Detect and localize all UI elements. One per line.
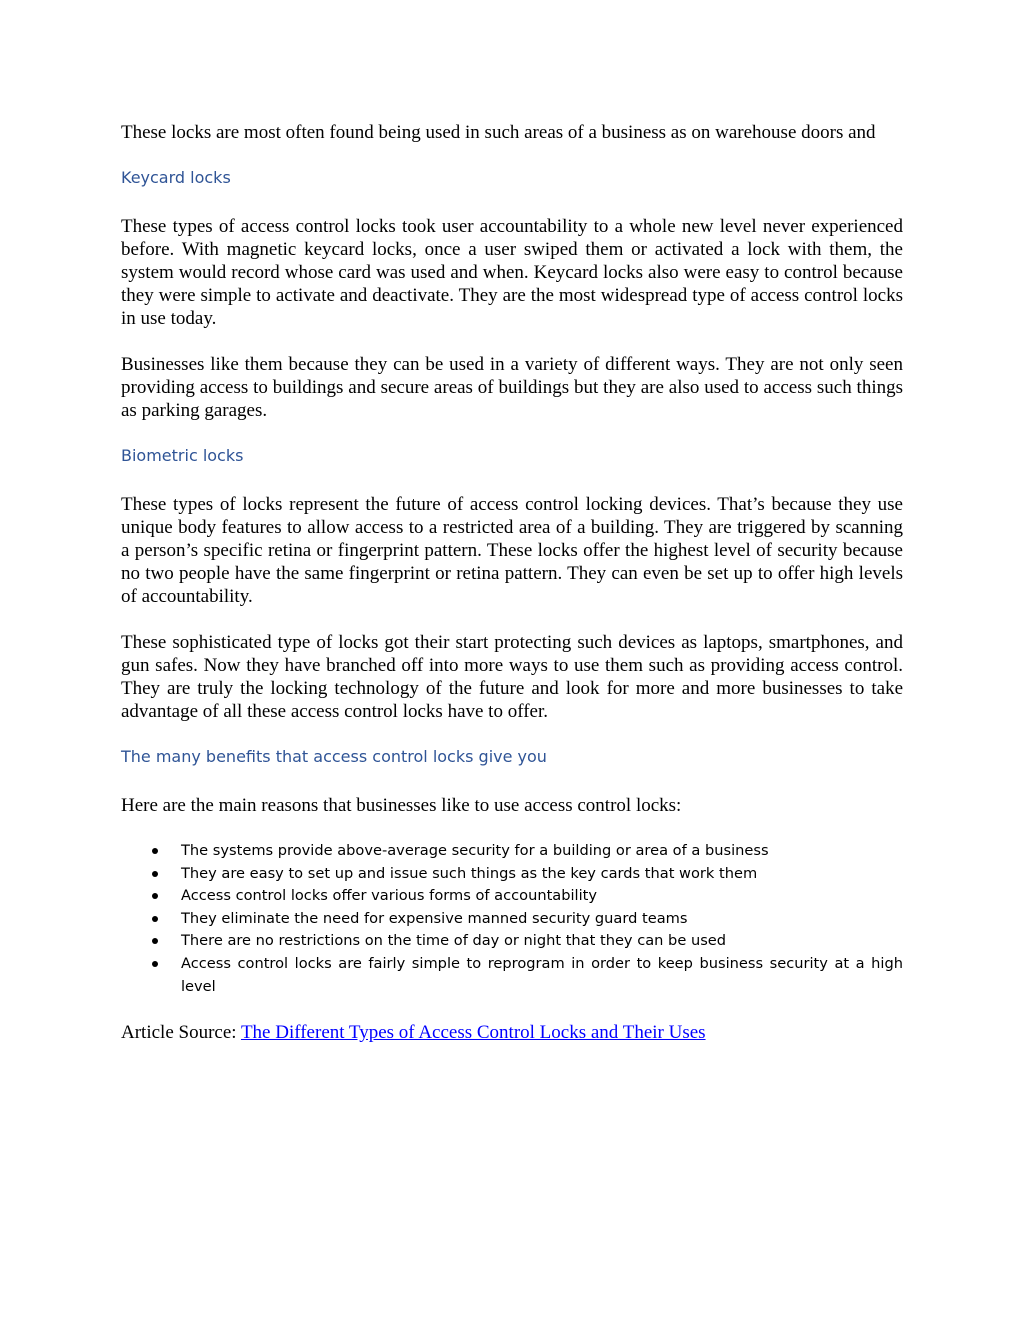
- bullet-icon: [152, 916, 158, 922]
- bullet-icon: [152, 871, 158, 877]
- list-item-text: They are easy to set up and issue such things as the key cards that work them: [181, 864, 758, 882]
- benefits-list: [121, 840, 903, 998]
- list-item: [121, 930, 903, 953]
- document-page: [121, 119, 903, 1044]
- keycard-paragraph-1: These types of access control locks took user accountability to a whole new level never experienced before. With magnetic keycard locks, once a user swiped them or activated a lock with them, the system would record whose card was used and when. Keycard locks also were easy to control because they were simple to activate and deactivate. They are the most widespread type of access control locks in use today.: [121, 216, 903, 329]
- benefits-intro-paragraph: Here are the main reasons that businesses like to use access control locks:: [121, 795, 682, 816]
- list-item: [121, 885, 903, 908]
- list-item-text: Access control locks are fairly simple to reprogram in order to keep business security at a high level: [181, 954, 903, 995]
- list-item: [121, 863, 903, 886]
- bullet-icon: [152, 938, 158, 944]
- benefits-heading: The many benefits that access control locks give you: [121, 747, 547, 766]
- bullet-icon: [152, 893, 158, 899]
- list-item-text: Access control locks offer various forms of accountability: [181, 887, 598, 905]
- intro-paragraph: These locks are most often found being used in such areas of a business as on warehouse doors and: [121, 122, 876, 143]
- biometric-paragraph-2: These sophisticated type of locks got their start protecting such devices as laptops, smartphones, and gun safes. Now they have branched off into more ways to use them such as providing access control. They are truly the locking technology of the future and look for more and more businesses to take advantage of all these access control locks have to offer.: [121, 632, 903, 722]
- biometric-locks-heading: Biometric locks: [121, 446, 244, 465]
- article-source-label: Article Source:: [121, 1022, 241, 1044]
- biometric-paragraph-1: These types of locks represent the future of access control locking devices. That’s because they use unique body features to allow access to a restricted area of a building. They are triggered by scanning a person’s specific retina or fingerprint pattern. These locks offer the highest level of security because no two people have the same fingerprint or retina pattern. They can even be set up to offer high levels of accountability.: [121, 494, 903, 607]
- bullet-icon: [152, 848, 158, 854]
- article-source: [121, 1021, 903, 1044]
- list-item-text: There are no restrictions on the time of day or night that they can be used: [181, 932, 727, 950]
- list-item-text: They eliminate the need for expensive manned security guard teams: [181, 909, 688, 927]
- list-item: [121, 953, 903, 998]
- list-item: [121, 840, 903, 863]
- list-item: [121, 908, 903, 931]
- bullet-icon: [152, 961, 158, 967]
- keycard-paragraph-2: Businesses like them because they can be used in a variety of different ways. They are not only seen providing access to buildings and secure areas of buildings but they are also used to access such things as parking garages.: [121, 354, 903, 421]
- list-item-text: The systems provide above-average security for a building or area of a business: [181, 842, 769, 859]
- keycard-locks-heading: Keycard locks: [121, 168, 231, 187]
- article-source-link[interactable]: The Different Types of Access Control Locks and Their Uses: [240, 1022, 706, 1044]
